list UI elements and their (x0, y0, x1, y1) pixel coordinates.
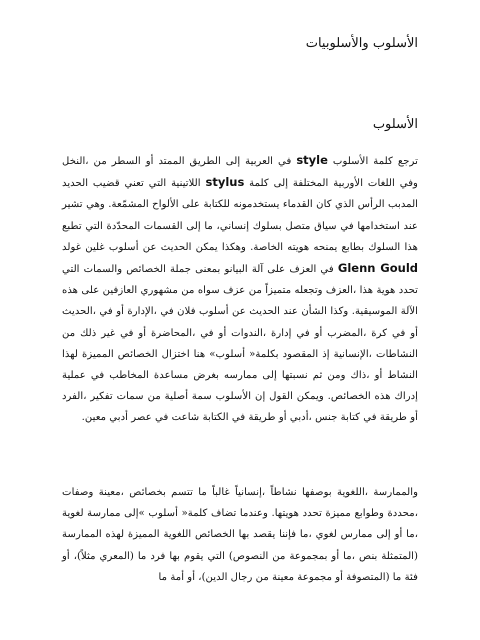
paragraph-1 (62, 150, 418, 429)
paragraph-text: اللاتينية التي تعني قضيب الحديد المدبب الرأس الذي كان القدماء يستخدمونه للكتابة على الألواح المشمّعة. وهي تشير عند استخدامها في سياق متصل بسلوك إنساني، ما إلى القسمات المحدّدة التي تطبع هذا السلوك بطابع يمنحه هويته الخاصة. وهكذا يمكن الحديث عن أسلوب غلين غولد (62, 178, 418, 253)
section-heading: الأسلوب (372, 117, 418, 132)
document-title: الأسلوب والأسلوبيات (305, 36, 418, 51)
paragraph-text: في العزف على آلة البيانو بمعنى جملة الخصائص والسمات التي تحدد هوية هذا ،العزف وتجعله متميزاً من عزف سواه من مشهوري العازفين على هذه الآلة الموسيقية. وكذا الشأن عند الحديث عن أسلوب فلان في ،الإدارة أو في ،الحديث أو في كرة ،المضرب أو في إدارة ،الندوات أو في ،المحاضرة أو في غير ذلك من النشاطات ،الإنسانية إذ المقصود بكلمة« أسلوب» هنا اختزال الخصائص المميزة لهذا النشاط أو ،ذاك ومن ثم نسبتها إلى ممارسه بغرض مساعدة المخاطب في عملية إدراك هذه الخصائص. ويمكن القول إن الأسلوب سمة أصلية من سمات تفكير ،الفرد أو طريقة في كتابة جنس ،أدبي أو طريقة في الكتابة شاعت في عصر أدبي معين. (62, 264, 418, 424)
paragraph-text: والممارسة ،اللغوية بوصفها نشاطاً ،إنسانياً غالباً ما تتسم بخصائص ،معينة وصفات ،محددة وطوابع مميزة تحدد هويتها. وعندما تضاف كلمة« أسلوب »إلى ممارسة لغوية ،ما أو إلى ممارس لغوي ،ما فإننا يقصد بها الخصائص اللغوية المميزة لهذه الممارسة (المتمثلة بنص ،ما أو بمجموعة من النصوص) التي يقوم بها فرد ما (المعري مثلاً)، أو فئة ما (المتصوفة أو مجموعة معينة من رجال الدين)، أو أمة ما (62, 487, 418, 583)
latin-term: style (296, 153, 328, 167)
paragraph-2 (62, 482, 418, 588)
latin-term: Glenn Gould (337, 261, 418, 276)
paragraph-text: في العربية إلى الطريق الممتد أو السطر من ،النخل وفي اللغات الأوربية المختلفة إلى كلمة (62, 156, 418, 190)
latin-term: stylus (205, 175, 245, 190)
paragraph-text: ترجع كلمة الأسلوب (327, 156, 418, 167)
